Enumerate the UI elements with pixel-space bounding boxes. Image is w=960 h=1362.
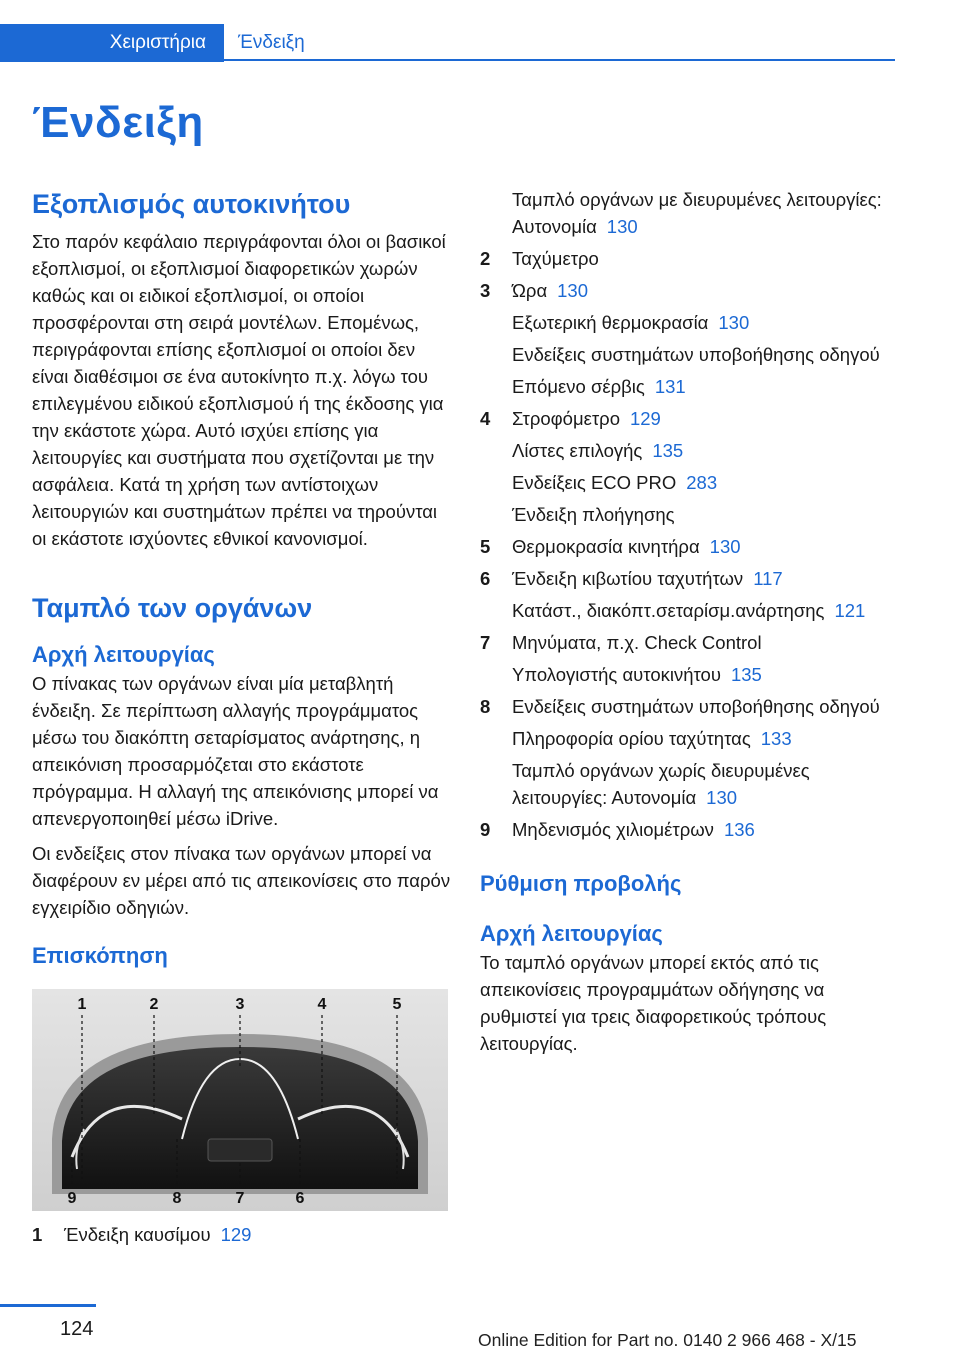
legend-item-4 [480, 405, 900, 432]
subheading-principle-2: Αρχή λειτουργίας [480, 921, 663, 946]
page-reference-link[interactable]: 117 [753, 568, 783, 589]
tab-underline [224, 59, 895, 61]
callout-3: 3 [235, 996, 245, 1013]
page-reference-link[interactable]: 129 [220, 1224, 252, 1245]
legend-number: 6 [480, 568, 491, 589]
section-heading-equipment: Εξοπλισμός αυτοκινήτου [32, 189, 351, 219]
legend-text: Ενδείξεις συστημάτων υποβοήθησης οδηγού [512, 696, 880, 717]
tab-controls[interactable]: Χειριστήρια [0, 24, 224, 62]
legend-number: 3 [480, 280, 491, 301]
legend-number: 5 [480, 536, 491, 557]
legend-number: 2 [480, 248, 491, 269]
legend-item-9 [480, 816, 900, 843]
page-reference-link[interactable]: 129 [629, 408, 661, 429]
legend-item-6 [480, 565, 900, 592]
equipment-paragraph: Στο παρόν κεφάλαιο περιγράφονται όλοι οι βασικοί εξοπλισμοί, οι εξοπλισμοί διαφορετικών χωρών καθώς και οι ειδικοί εξοπλισμοί, οι οποίοι προσφέρονται στη σειρά μοντέλων. Επομένως, περιγράφονται επίσης εξοπλισμοί οι οποίοι δεν είναι διαθέσιμοι σε ένα αυτοκίνητο π.χ. λόγω του επιλεγμένου ειδικού εξοπλισμού ή της έκδοσης για την εκάστοτε χώρα. Αυτό ισχύει επίσης για λειτουργίες και συστήματα που σχετίζονται με την ασφάλεια. Κατά τη χρήση των αντίστοιχων λειτουργιών και συστημάτων πρέπει να τηρούνται οι εκάστοτε ισχύοντες εθνικοί κανονισμοί. [32, 231, 446, 549]
page-reference-link[interactable]: 135 [652, 440, 684, 461]
callout-7: 7 [235, 1190, 245, 1207]
page-number: 124 [60, 1318, 94, 1340]
legend-list [480, 245, 900, 843]
legend-number: 4 [480, 408, 491, 429]
callout-6: 6 [295, 1190, 305, 1207]
legend-number: 1 [32, 1224, 43, 1245]
legend-number: 7 [480, 632, 491, 653]
page-reference-link[interactable]: 283 [686, 472, 718, 493]
cluster-illustration [32, 989, 448, 1211]
display-settings-paragraph: Το ταμπλό οργάνων μπορεί εκτός από τις απεικονίσεις προγραμμάτων οδήγησης να ρυθμιστεί για τρεις διαφορετικούς τρόπους λειτουργίας. [480, 952, 827, 1054]
legend-text: Μηδενισμός χιλιομέτρων 136 [512, 819, 755, 840]
callout-1: 1 [77, 996, 87, 1013]
legend-subitem: Ταμπλό οργάνων χωρίς διευρυμένες λειτουργίες: Αυτονομία 130 [512, 760, 810, 808]
legend-subitem: Υπολογιστής αυτοκινήτου 135 [512, 664, 762, 685]
section-heading-display-settings: Ρύθμιση προβολής [480, 871, 682, 896]
legend-subitem: Επόμενο σέρβις 131 [512, 376, 686, 397]
instrument-cluster-figure [32, 989, 448, 1211]
legend-text: Στροφόμετρο 129 [512, 408, 661, 429]
legend-item-7 [480, 629, 900, 656]
right-column [480, 186, 900, 1057]
legend-subitem: Εξωτερική θερμοκρασία 130 [512, 312, 750, 333]
page-reference-link[interactable]: 130 [606, 216, 638, 237]
legend-text: Ένδειξη καυσίμου 129 [64, 1224, 252, 1245]
page-reference-link[interactable]: 130 [557, 280, 589, 301]
legend-item-8 [480, 693, 900, 720]
legend-item-1-continued: Ταμπλό οργάνων με διευρυμένες λειτουργίες: Αυτονομία 130 [512, 189, 882, 237]
subheading-overview: Επισκόπηση [32, 943, 168, 968]
legend-item-2 [480, 245, 900, 272]
left-column [32, 186, 452, 1253]
edition-footer: Online Edition for Part no. 0140 2 966 468 - X/15 [478, 1330, 857, 1350]
legend-subitem: Λίστες επιλογής 135 [512, 440, 684, 461]
callout-2: 2 [149, 996, 159, 1013]
page-reference-link[interactable]: 135 [730, 664, 762, 685]
subheading-principle: Αρχή λειτουργίας [32, 642, 215, 667]
legend-subitem: Ένδειξη πλοήγησης [512, 504, 675, 525]
callout-8: 8 [172, 1190, 182, 1207]
note-paragraph: Οι ενδείξεις στον πίνακα των οργάνων μπορεί να διαφέρουν εν μέρει από τις απεικονίσεις στο παρόν εγχειρίδιο οδηγιών. [32, 843, 451, 918]
legend-text: Μηνύματα, π.χ. Check Control [512, 632, 762, 653]
chapter-tabs [0, 24, 895, 62]
legend-number: 9 [480, 819, 491, 840]
page-reference-link[interactable]: 133 [760, 728, 792, 749]
page-reference-link[interactable]: 131 [654, 376, 686, 397]
tab-display[interactable]: Ένδειξη [238, 32, 305, 53]
legend-item-5 [480, 533, 900, 560]
legend-subitem: Ενδείξεις συστημάτων υποβοήθησης οδηγού [512, 344, 880, 365]
legend-text: Ένδειξη κιβωτίου ταχυτήτων 117 [512, 568, 783, 589]
section-heading-instrument-cluster: Ταμπλό των οργάνων [32, 593, 313, 623]
legend-text: Ταχύμετρο [512, 248, 599, 269]
legend-item-3 [480, 277, 900, 304]
page-reference-link[interactable]: 130 [709, 536, 741, 557]
principle-paragraph: Ο πίνακας των οργάνων είναι μία μεταβλητή ένδειξη. Σε περίπτωση αλλαγής προγράμματος μέσω του διακόπτη σεταρίσματος ανάρτησης, η απεικόνιση προσαρμόζεται στο εκάστοτε πρόγραμμα. Η αλλαγή της απεικόνισης μπορεί να απενεργοποιηθεί μέσω iDrive. [32, 673, 439, 829]
page-reference-link[interactable]: 130 [706, 787, 738, 808]
legend-text: Θερμοκρασία κινητήρα 130 [512, 536, 741, 557]
legend-subitem: Ενδείξεις ECO PRO 283 [512, 472, 718, 493]
page-reference-link[interactable]: 121 [834, 600, 866, 621]
page-title: Ένδειξη [32, 98, 204, 147]
legend-text: Ώρα 130 [512, 280, 589, 301]
page-reference-link[interactable]: 136 [723, 819, 755, 840]
callout-5: 5 [392, 996, 402, 1013]
legend-subitem: Κατάστ., διακόπτ.σεταρίσμ.ανάρτησης 121 [512, 600, 866, 621]
callout-4: 4 [317, 996, 327, 1013]
callout-9: 9 [67, 1190, 77, 1207]
legend-item-1 [32, 1221, 452, 1248]
legend-number: 8 [480, 696, 491, 717]
footer-rule [0, 1304, 96, 1307]
legend-subitem: Πληροφορία ορίου ταχύτητας 133 [512, 728, 792, 749]
page-reference-link[interactable]: 130 [718, 312, 750, 333]
